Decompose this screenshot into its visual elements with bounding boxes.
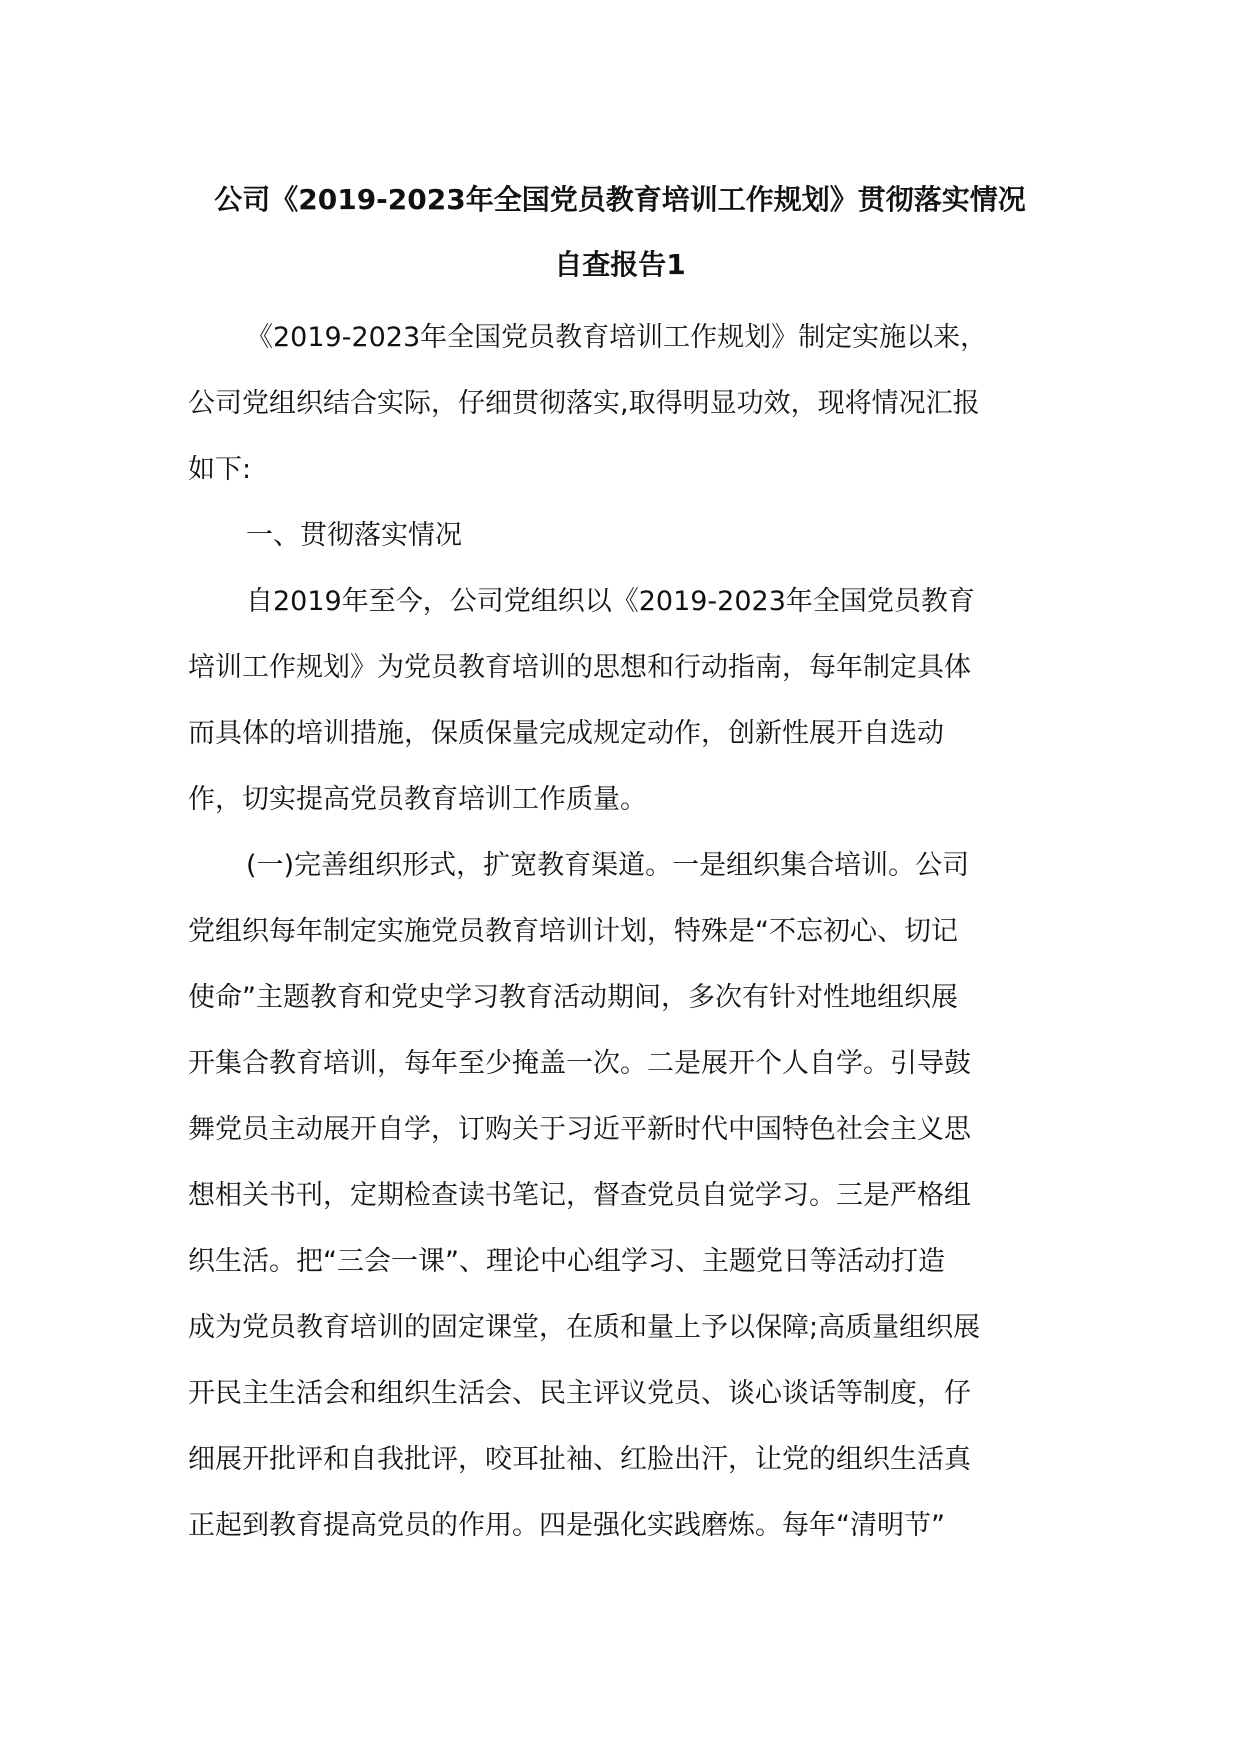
- document-title-line-2: 自查报告1: [554, 248, 686, 281]
- paragraph-line: 正起到教育提高党员的作用。四是强化实践磨炼。每年“清明节”: [188, 1510, 945, 1541]
- paragraph-line: 自2019年至今，公司党组织以《2019-2023年全国党员教育: [246, 586, 975, 617]
- paragraph-line: 培训工作规划》为党员教育培训的思想和行动指南，每年制定具体: [188, 652, 971, 683]
- paragraph-line: (一)完善组织形式，扩宽教育渠道。一是组织集合培训。公司: [246, 850, 970, 881]
- paragraph-line: 作，切实提高党员教育培训工作质量。: [188, 784, 647, 815]
- paragraph-line: 想相关书刊，定期检查读书笔记，督查党员自觉学习。三是严格组: [188, 1180, 971, 1211]
- paragraph-line: 公司党组织结合实际，仔细贯彻落实,取得明显功效，现将情况汇报: [188, 388, 980, 419]
- paragraph-line: 而具体的培训措施，保质保量完成规定动作，创新性展开自选动: [188, 718, 944, 749]
- paragraph-line: 党组织每年制定实施党员教育培训计划，特殊是“不忘初心、切记: [188, 916, 958, 947]
- paragraph-line: 使命”主题教育和党史学习教育活动期间，多次有针对性地组织展: [188, 982, 958, 1013]
- section-heading: 一、贯彻落实情况: [246, 520, 462, 551]
- paragraph-line: 《2019-2023年全国党员教育培训工作规划》制定实施以来，: [246, 322, 988, 353]
- paragraph-line: 成为党员教育培训的固定课堂，在质和量上予以保障;高质量组织展: [188, 1312, 981, 1343]
- paragraph-line: 织生活。把“三会一课”、理论中心组学习、主题党日等活动打造: [188, 1246, 945, 1277]
- paragraph-line: 开集合教育培训，每年至少掩盖一次。二是展开个人自学。引导鼓: [188, 1048, 971, 1079]
- paragraph-line: 开民主生活会和组织生活会、民主评议党员、谈心谈话等制度，仔: [188, 1378, 971, 1409]
- document-title-line-1: 公司《2019-2023年全国党员教育培训工作规划》贯彻落实情况: [214, 183, 1026, 216]
- paragraph-line: 细展开批评和自我批评，咬耳扯袖、红脸出汗，让党的组织生活真: [188, 1444, 971, 1475]
- paragraph-line: 舞党员主动展开自学，订购关于习近平新时代中国特色社会主义思: [188, 1114, 971, 1145]
- paragraph-line: 如下:: [188, 454, 252, 485]
